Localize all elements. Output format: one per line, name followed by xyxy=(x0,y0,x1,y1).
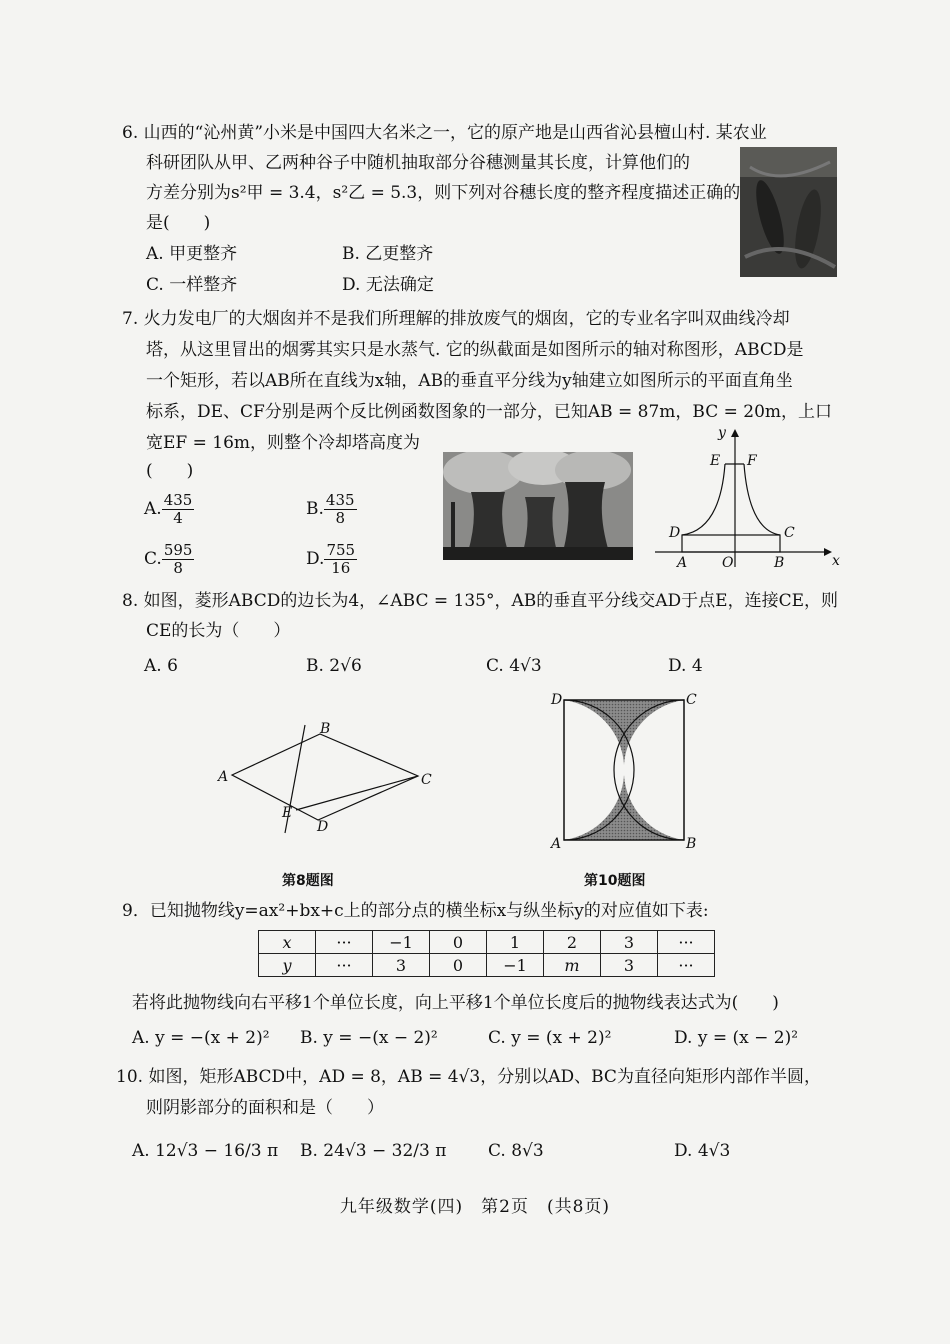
q6-line-3: 方差分别为s²甲 = 3.4，s²乙 = 5.3，则下列对谷穗长度的整齐程度描述正确的 xyxy=(146,183,741,203)
q9-line-1: 9．已知抛物线y=ax²+bx+c上的部分点的横坐标x与纵坐标y的对应值如下表: xyxy=(122,901,709,921)
q7-label-d: D xyxy=(669,525,681,541)
table-cell: −1 xyxy=(373,931,430,954)
table-row xyxy=(259,954,715,977)
q10-label-b: B xyxy=(686,836,697,852)
q7-line-5: 宽EF = 16m，则整个冷却塔高度为 xyxy=(146,433,421,453)
q7-line-1: 7. 火力发电厂的大烟囱并不是我们所理解的排放废气的烟囱，它的专业名字叫双曲线冷却 xyxy=(122,309,790,329)
table-cell: ··· xyxy=(316,931,373,954)
q10-rectangle-figure xyxy=(545,688,705,853)
table-cell: 0 xyxy=(430,931,487,954)
table-cell: ··· xyxy=(658,954,715,977)
q6-option-c: C. 一样整齐 xyxy=(146,275,238,295)
q8-line-1: 8. 如图，菱形ABCD的边长为4，∠ABC = 135°，AB的垂直平分线交AD于点E，连接CE，则 xyxy=(122,591,838,611)
q9-option-c: C. y = (x + 2)² xyxy=(488,1028,612,1048)
table-cell: 2 xyxy=(544,931,601,954)
q10-line-1: 10. 如图，矩形ABCD中，AD = 8，AB = 4√3，分别以AD、BC为直径向矩形内部作半圆， xyxy=(116,1067,821,1087)
q7-line-6: ( ) xyxy=(146,461,194,481)
q10-label-d: D xyxy=(551,692,563,708)
q10-label-c: C xyxy=(686,692,697,708)
q9-option-a: A. y = −(x + 2)² xyxy=(132,1028,270,1048)
q10-line-2: 则阴影部分的面积和是（ ） xyxy=(146,1098,384,1118)
q9-line-2: 若将此抛物线向右平移1个单位长度，向上平移1个单位长度后的抛物线表达式为( ) xyxy=(132,993,779,1013)
q8-label-a: A xyxy=(218,769,229,785)
q7-label-a: A xyxy=(677,555,688,570)
page-footer: 九年级数学(四) 第2页 (共8页) xyxy=(339,1197,611,1217)
q7-label-f: F xyxy=(747,453,757,469)
q7-label-c: C xyxy=(784,525,795,541)
q8-label-d: D xyxy=(317,819,329,835)
q7-option-a: A. $\frac{435}{4}$ xyxy=(144,491,193,527)
q8-label-e: E xyxy=(282,805,293,821)
q8-label-b: B xyxy=(320,721,331,737)
q7-line-2: 塔，从这里冒出的烟雾其实只是水蒸气. 它的纵截面是如图所示的轴对称图形，ABCD是 xyxy=(146,340,804,360)
table-cell: ··· xyxy=(658,931,715,954)
q6-option-a: A. 甲更整齐 xyxy=(146,244,238,264)
q7-label-o: O xyxy=(722,555,734,570)
table-cell: −1 xyxy=(487,954,544,977)
q7-option-d: D. $\frac{755}{16}$ xyxy=(306,541,356,577)
q10-option-a: A. 12√3 − 16/3 π xyxy=(132,1141,279,1161)
q8-option-d: D. 4 xyxy=(668,656,703,676)
q8-option-a: A. 6 xyxy=(144,656,178,676)
q6-option-d: D. 无法确定 xyxy=(342,275,434,295)
q7-tower-diagram xyxy=(650,425,840,570)
q7-label-b: B xyxy=(774,555,785,570)
q8-label-c: C xyxy=(421,772,432,788)
q7-label-e: E xyxy=(710,453,721,469)
q6-line-2: 科研团队从甲、乙两种谷子中随机抽取部分谷穗测量其长度，计算他们的 xyxy=(146,153,690,173)
q7-line-3: 一个矩形，若以AB所在直线为x轴，AB的垂直平分线为y轴建立如图所示的平面直角坐 xyxy=(146,371,793,391)
millet-photo xyxy=(740,147,837,277)
q10-option-d: D. 4√3 xyxy=(674,1141,731,1161)
table-cell: 3 xyxy=(373,954,430,977)
q9-option-d: D. y = (x − 2)² xyxy=(674,1028,799,1048)
table-row xyxy=(259,931,715,954)
q10-label-a: A xyxy=(551,836,562,852)
q9-option-b: B. y = −(x − 2)² xyxy=(300,1028,438,1048)
table-cell: 3 xyxy=(601,931,658,954)
q7-line-4: 标系，DE、CF分别是两个反比例函数图象的一部分，已知AB = 87m，BC = 20m，上口 xyxy=(146,402,833,422)
q10-figure-caption: 第10题图 xyxy=(584,873,646,889)
q10-option-c: C. 8√3 xyxy=(488,1141,544,1161)
q8-option-b: B. 2√6 xyxy=(306,656,362,676)
q7-label-y: y xyxy=(718,425,726,441)
q8-line-2: CE的长为（ ） xyxy=(146,621,291,641)
q6-option-b: B. 乙更整齐 xyxy=(342,244,434,264)
table-cell: 3 xyxy=(601,954,658,977)
q9-value-table xyxy=(258,930,715,977)
q7-label-x: x xyxy=(832,553,840,569)
q7-option-c: C. $\frac{595}{8}$ xyxy=(144,541,193,577)
q8-option-c: C. 4√3 xyxy=(486,656,542,676)
table-cell: ··· xyxy=(316,954,373,977)
q7-option-b: B. $\frac{435}{8}$ xyxy=(306,491,355,527)
table-cell: y xyxy=(259,954,316,977)
table-cell: x xyxy=(259,931,316,954)
table-cell: 1 xyxy=(487,931,544,954)
q6-line-4: 是( ) xyxy=(146,213,211,233)
table-cell: 0 xyxy=(430,954,487,977)
q10-option-b: B. 24√3 − 32/3 π xyxy=(300,1141,447,1161)
table-cell: m xyxy=(544,954,601,977)
q8-figure-caption: 第8题图 xyxy=(282,873,334,889)
cooling-tower-photo xyxy=(443,452,633,560)
q6-line-1: 6. 山西的“沁州黄”小米是中国四大名米之一，它的原产地是山西省沁县檀山村. 某农业 xyxy=(122,123,767,143)
q8-rhombus-figure xyxy=(210,715,445,840)
